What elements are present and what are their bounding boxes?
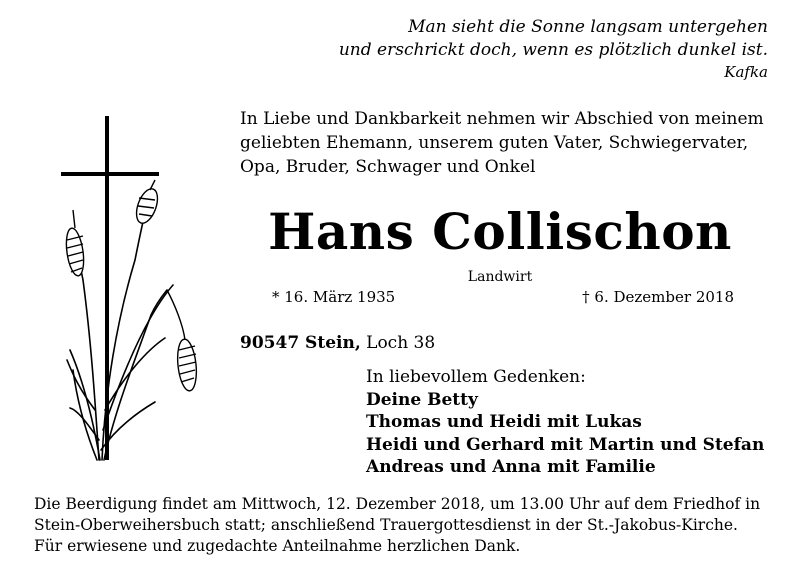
mourner-name: Andreas und Anna mit Familie xyxy=(366,457,656,477)
death-date: † 6. Dezember 2018 xyxy=(582,288,734,306)
mourners-heading: In liebevollem Gedenken: xyxy=(366,367,586,387)
quote-author: Kafka xyxy=(724,63,768,81)
mourner-name: Thomas und Heidi mit Lukas xyxy=(366,412,642,432)
kafka-quote xyxy=(339,16,768,82)
intro-line-3: Opa, Bruder, Schwager und Onkel xyxy=(240,157,536,177)
funeral-line-1: Die Beerdigung findet am Mittwoch, 12. Dezember 2018, um 13.00 Uhr auf dem Friedhof in xyxy=(34,495,761,513)
address-street: Loch 38 xyxy=(366,333,436,353)
cross-with-wheat-icon xyxy=(55,110,215,474)
quote-line-1: Man sieht die Sonne langsam untergehen xyxy=(408,17,768,37)
address-city: 90547 Stein, xyxy=(240,333,361,353)
intro-line-2: geliebten Ehemann, unserem guten Vater, Schwiegervater, xyxy=(240,133,749,153)
quote-line-2: und erschrickt doch, wenn es plötzlich dunkel ist. xyxy=(338,40,768,60)
intro-line-1: In Liebe und Dankbarkeit nehmen wir Abschied von meinem xyxy=(240,109,764,129)
mourners-block xyxy=(366,366,764,479)
funeral-line-2: Stein-Oberweihersbuch statt; anschließend Trauergottesdienst in der St.-Jakobus-Kirche. xyxy=(34,516,738,534)
address xyxy=(240,332,435,354)
intro-text xyxy=(240,107,780,179)
funeral-notice xyxy=(34,494,766,557)
mourner-name: Deine Betty xyxy=(366,389,478,410)
funeral-line-3: Für erwiesene und zugedachte Anteilnahme herzlichen Dank. xyxy=(34,537,521,555)
birth-date: * 16. März 1935 xyxy=(272,288,396,306)
mourner-name: Heidi und Gerhard mit Martin und Stefan xyxy=(366,434,765,455)
deceased-name: Hans Collischon xyxy=(268,202,732,261)
deceased-occupation: Landwirt xyxy=(467,269,533,285)
